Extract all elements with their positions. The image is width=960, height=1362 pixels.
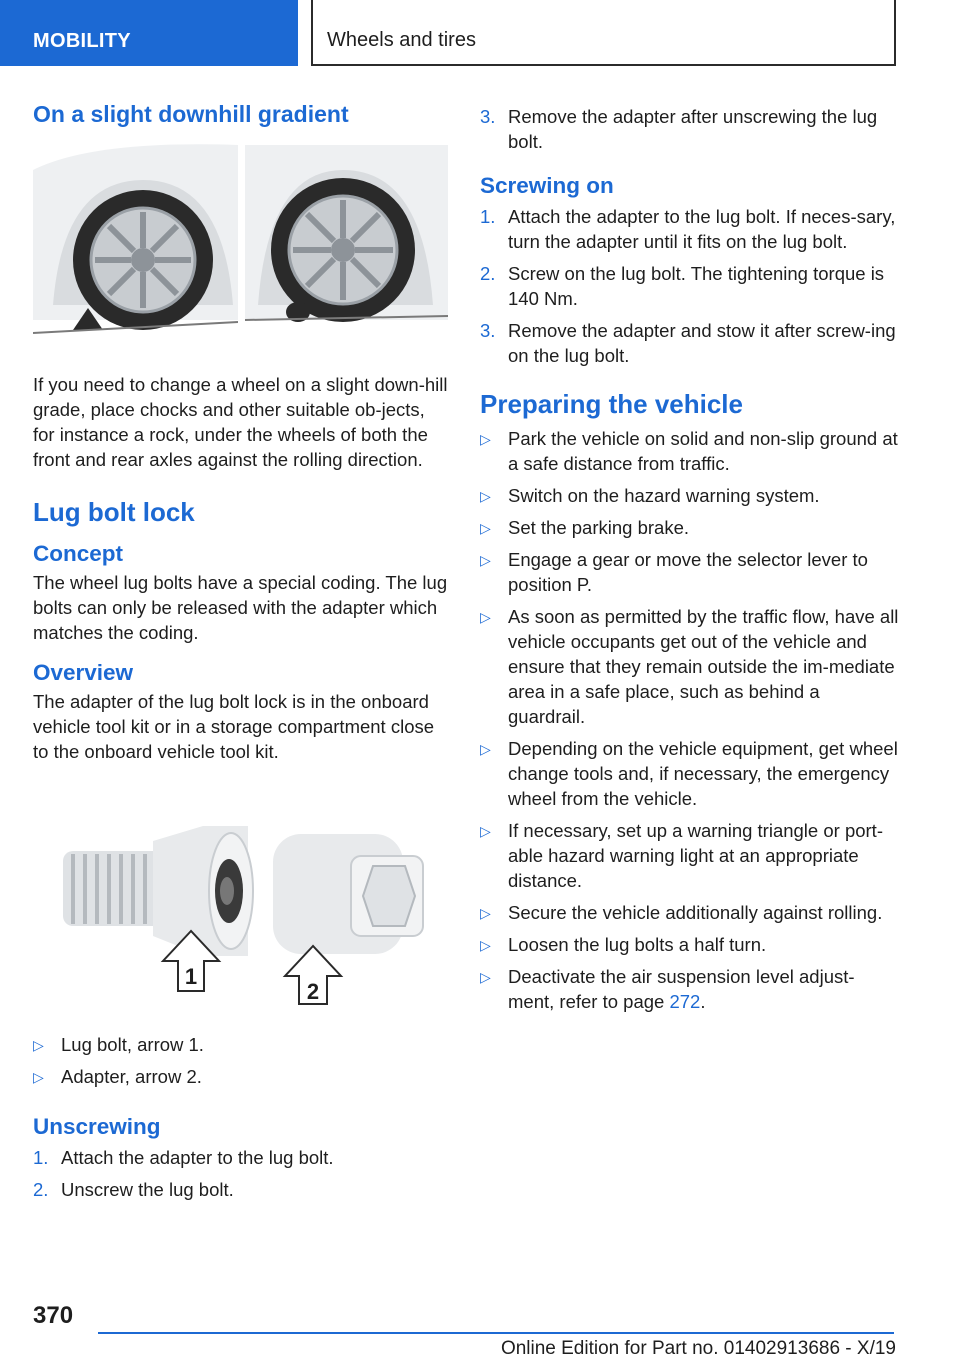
heading-concept: Concept bbox=[33, 541, 123, 566]
header-section-label: MOBILITY bbox=[33, 30, 131, 52]
paragraph-downhill: If you need to change a wheel on a slight down-hill grade, place chocks and other suitable ob-jects, for instance a rock, under the wheels of both the front and rear axles against the rolling direction. bbox=[33, 374, 448, 470]
triangle-right-icon: ▷ bbox=[480, 741, 491, 757]
list-item: ▷ Lug bolt, arrow 1. bbox=[33, 1032, 448, 1057]
page-ref-link[interactable]: 272 bbox=[669, 991, 701, 1012]
heading-preparing-vehicle: Preparing the vehicle bbox=[480, 389, 743, 419]
heading-lug-bolt-lock: Lug bolt lock bbox=[33, 497, 195, 527]
footer-rule bbox=[98, 1332, 894, 1334]
rear-wheel-panel bbox=[245, 145, 448, 322]
list-item: 2. Screw on the lug bolt. The tightening torque is 140 Nm. bbox=[480, 263, 885, 309]
header-section-tab bbox=[0, 0, 298, 66]
unscrew-steps bbox=[33, 1145, 448, 1202]
triangle-right-icon: ▷ bbox=[480, 520, 491, 536]
adapter-drawing bbox=[273, 834, 423, 954]
arrow-2-label: 2 bbox=[306, 979, 320, 1004]
arrow-2-icon bbox=[285, 946, 341, 1004]
list-item: ▷ Adapter, arrow 2. bbox=[33, 1064, 448, 1089]
unscrew-steps-continued bbox=[480, 104, 900, 154]
list-item: ▷ As soon as permitted by the traffic flow, have all vehicle occupants get out of the vehicle and ensure that they remain outside the im-mediate area in a safe place, such as behind a guardrail. bbox=[480, 606, 899, 727]
triangle-right-icon: ▷ bbox=[480, 552, 491, 568]
heading-overview: Overview bbox=[33, 660, 134, 685]
parts-list bbox=[33, 1032, 448, 1089]
triangle-right-icon: ▷ bbox=[480, 488, 491, 504]
list-item: ▷ Engage a gear or move the selector lever to position P. bbox=[480, 549, 868, 595]
heading-screwing-on: Screwing on bbox=[480, 173, 614, 198]
list-item: ▷ Depending on the vehicle equipment, get wheel change tools and, if necessary, the emergency wheel from the vehicle. bbox=[480, 738, 898, 809]
list-item: ▷ Secure the vehicle additionally against rolling. bbox=[480, 900, 900, 925]
list-item: ▷ Park the vehicle on solid and non-slip ground at a safe distance from traffic. bbox=[480, 428, 898, 474]
list-item: 1. Attach the adapter to the lug bolt. If neces-sary, turn the adapter until it fits on the lug bolt. bbox=[480, 206, 896, 252]
paragraph-concept: The wheel lug bolts have a special coding. The lug bolts can only be released with the adapter which matches the coding. bbox=[33, 572, 448, 643]
left-column bbox=[33, 100, 448, 1209]
page-number: 370 bbox=[33, 1302, 74, 1329]
triangle-right-icon: ▷ bbox=[33, 1069, 44, 1085]
list-item: 1. Attach the adapter to the lug bolt. bbox=[33, 1147, 334, 1168]
triangle-right-icon: ▷ bbox=[480, 969, 491, 985]
triangle-right-icon: ▷ bbox=[480, 609, 491, 625]
footer-edition: Online Edition for Part no. 01402913686 - X/19 bbox=[500, 1338, 896, 1359]
list-item: ▷ Set the parking brake. bbox=[480, 515, 900, 540]
header-chapter-label: Wheels and tires bbox=[327, 29, 476, 51]
list-item: 3. Remove the adapter after unscrewing the lug bolt. bbox=[480, 106, 878, 152]
list-item: 2. Unscrew the lug bolt. bbox=[33, 1179, 234, 1200]
paragraph-overview: The adapter of the lug bolt lock is in the onboard vehicle tool kit or in a storage compartment close to the onboard vehicle tool kit. bbox=[33, 691, 435, 762]
front-wheel-panel bbox=[33, 144, 238, 333]
heading-downhill: On a slight downhill gradient bbox=[33, 101, 349, 127]
preparing-list bbox=[480, 426, 900, 1014]
triangle-right-icon: ▷ bbox=[480, 431, 491, 447]
triangle-right-icon: ▷ bbox=[480, 937, 491, 953]
header-chapter-box bbox=[311, 0, 896, 66]
list-item: ▷ Switch on the hazard warning system. bbox=[480, 483, 900, 508]
list-item: 3. Remove the adapter and stow it after screw-ing on the lug bolt. bbox=[480, 320, 896, 366]
triangle-right-icon: ▷ bbox=[480, 823, 491, 839]
heading-unscrewing: Unscrewing bbox=[33, 1114, 161, 1139]
triangle-right-icon: ▷ bbox=[480, 905, 491, 921]
screw-steps bbox=[480, 204, 900, 368]
arrow-1-label: 1 bbox=[184, 964, 198, 989]
wheels-chocks-illustration bbox=[33, 140, 448, 340]
lug-bolt-adapter-illustration bbox=[33, 796, 448, 1006]
triangle-right-icon: ▷ bbox=[33, 1037, 44, 1053]
list-item: ▷ Deactivate the air suspension level adjust-ment, refer to page 272. bbox=[480, 966, 855, 1012]
lug-bolt-drawing bbox=[63, 826, 253, 956]
right-column bbox=[480, 104, 900, 1021]
list-item: ▷ Loosen the lug bolts a half turn. bbox=[480, 932, 900, 957]
list-item: ▷ If necessary, set up a warning triangle or port-able hazard warning light at an appropriate distance. bbox=[480, 820, 883, 891]
